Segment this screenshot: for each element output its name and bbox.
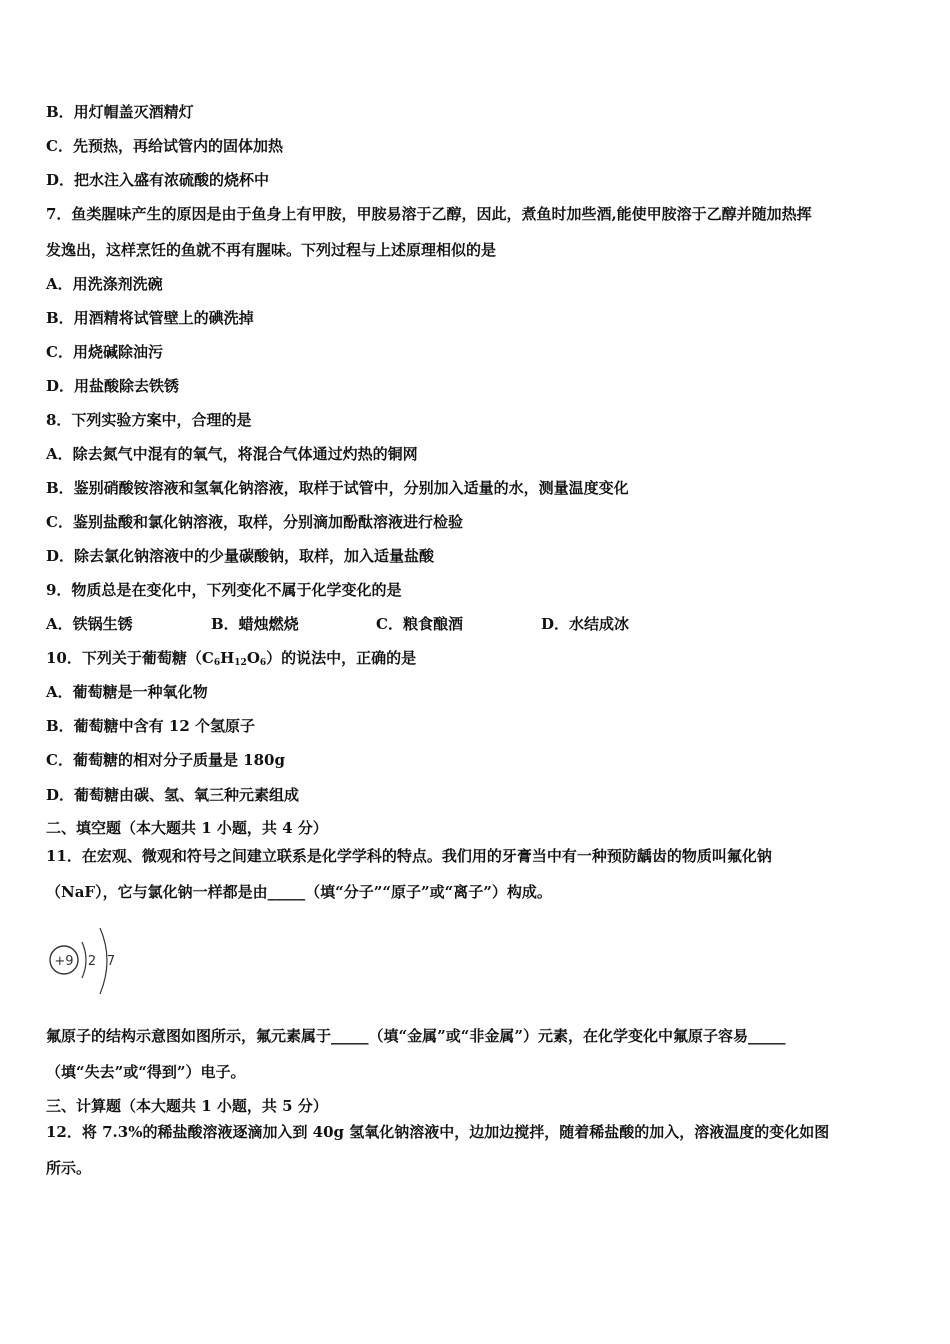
q12-stem-line1: 12．将 7.3%的稀盐酸溶液逐滴加入到 40g 氢氧化钠溶液中，边加边搅拌，随着稀盐酸的加入，溶液温度的变化如图	[46, 1123, 830, 1141]
q10-stem: 10．下列关于葡萄糖$(C_6H_{12}O_6)$的说法中，正确的是	[46, 649, 417, 668]
shell-1-electrons: 2	[87, 954, 97, 969]
q7-stem-line1: 7．鱼类腥味产生的原因是由于鱼身上有甲胺，甲胺易溶于乙醇，因此，煮鱼时加些酒,能使甲胺溶于乙醇并随加热挥	[46, 205, 812, 223]
q10-option-c: C．葡萄糖的相对分子质量是 180g	[46, 751, 285, 769]
q8-option-d: D．除去氯化钠溶液中的少量碳酸钠，取样，加入适量盐酸	[46, 547, 435, 565]
q8-option-a: A．除去氮气中混有的氧气，将混合气体通过灼热的铜网	[46, 445, 418, 463]
q11-stem-line2: （NaF），它与氯化钠一样都是由_____（填“分子”“原子”或“离子”）构成。	[46, 883, 552, 901]
q7-option-c: C．用烧碱除油污	[46, 343, 163, 361]
fluorine-atom-diagram	[44, 920, 124, 1000]
q9-option-d: D．水结成冰	[541, 615, 630, 633]
q10-option-a: A．葡萄糖是一种氧化物	[46, 683, 208, 701]
q11-stem-line3: 氟原子的结构示意图如图所示，氟元素属于_____（填“金属”或“非金属”）元素，在化学变化中氟原子容易_____	[46, 1027, 786, 1045]
q8-option-b: B．鉴别硝酸铵溶液和氢氧化钠溶液，取样于试管中，分别加入适量的水，测量温度变化	[46, 479, 629, 497]
q11-stem-line4: （填“失去”或“得到”）电子。	[46, 1063, 246, 1081]
section-3-heading: 三、计算题（本大题共 1 小题，共 5 分）	[46, 1097, 328, 1115]
q9-stem: 9．物质总是在变化中，下列变化不属于化学变化的是	[46, 581, 402, 599]
q9-options	[46, 614, 629, 634]
section-2-heading: 二、填空题（本大题共 1 小题，共 4 分）	[46, 819, 328, 837]
q7-option-d: D．用盐酸除去铁锈	[46, 377, 180, 395]
q7-option-b: B．用酒精将试管壁上的碘洗掉	[46, 309, 254, 327]
q6-option-b: B．用灯帽盖灭酒精灯	[46, 103, 194, 121]
q12-stem-line2: 所示。	[46, 1159, 92, 1177]
q8-stem: 8．下列实验方案中，合理的是	[46, 411, 252, 429]
q9-option-b: B．蜡烛燃烧	[211, 615, 299, 633]
q9-option-c: C．粮食酿酒	[376, 615, 463, 633]
q6-option-c: C．先预热，再给试管内的固体加热	[46, 137, 283, 155]
q6-option-d: D．把水注入盛有浓硫酸的烧杯中	[46, 171, 270, 189]
q8-option-c: C．鉴别盐酸和氯化钠溶液，取样，分别滴加酚酞溶液进行检验	[46, 513, 463, 531]
q11-stem-line1: 11．在宏观、微观和符号之间建立联系是化学学科的特点。我们用的牙膏当中有一种预防龋齿的物质叫氟化钠	[46, 847, 772, 865]
shell-2-electrons: 7	[106, 954, 116, 969]
q7-option-a: A．用洗涤剂洗碗	[46, 275, 163, 293]
q10-option-d: D．葡萄糖由碳、氢、氧三种元素组成	[46, 786, 300, 804]
nucleus-charge: +9	[54, 954, 74, 969]
q7-stem-line2: 发逸出，这样烹饪的鱼就不再有腥味。下列过程与上述原理相似的是	[46, 241, 497, 259]
q10-option-b: B．葡萄糖中含有 12 个氢原子	[46, 717, 255, 735]
q9-option-a: A．铁锅生锈	[46, 615, 133, 633]
